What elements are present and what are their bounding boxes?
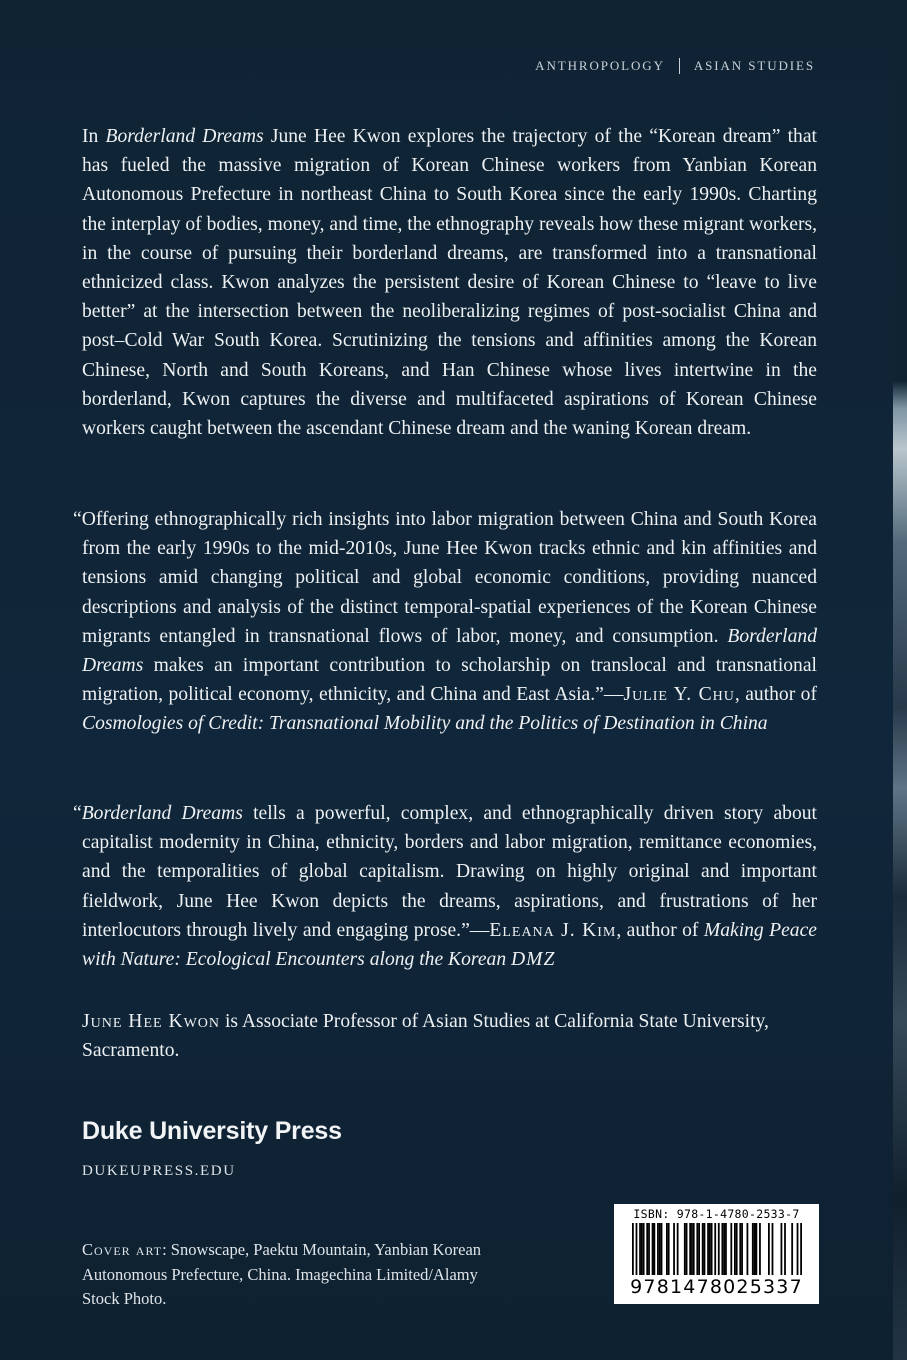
author-bio bbox=[82, 1007, 817, 1065]
barcode-bar bbox=[684, 1223, 686, 1275]
barcode-bar bbox=[718, 1223, 720, 1275]
barcode-bar bbox=[689, 1223, 691, 1275]
barcode-bar bbox=[752, 1223, 754, 1275]
cover-art-label: Cover art bbox=[82, 1240, 163, 1259]
cover-photo-edge bbox=[893, 0, 907, 1360]
barcode-bar bbox=[736, 1223, 738, 1275]
barcode-bar bbox=[661, 1223, 663, 1275]
barcode-bar bbox=[709, 1223, 711, 1275]
barcode-bar bbox=[723, 1223, 725, 1275]
subject-divider bbox=[679, 58, 680, 74]
book-description bbox=[82, 122, 817, 443]
subject-categories bbox=[535, 58, 815, 74]
barcode-bar bbox=[702, 1223, 704, 1275]
subject-asian-studies: ASIAN STUDIES bbox=[693, 58, 815, 73]
barcode-bar bbox=[772, 1223, 774, 1275]
barcode-bar bbox=[652, 1223, 654, 1275]
barcode-bar bbox=[741, 1223, 743, 1275]
barcode-bar bbox=[636, 1223, 638, 1275]
barcode-bar bbox=[646, 1223, 648, 1275]
barcode-bar bbox=[747, 1223, 749, 1275]
barcode-bar bbox=[711, 1223, 713, 1275]
publisher-url[interactable]: DUKEUPRESS.EDU bbox=[82, 1163, 236, 1179]
description-lead: In bbox=[82, 126, 106, 147]
description-body: June Hee Kwon explores the trajectory of the “Korean dream” that has fueled the massive migration of Korean Chinese workers from Yanbian Korean Autonomous Prefecture in northeast China to South Korea since the early 1990s. Charting the interplay of bodies, money, and time, the ethnography reveals how these migrant workers, in the course of pursuing their borderland dreams, are transformed into a transnational ethnicized class. Kwon analyzes the persistent desire of Korean Chinese to “leave to live better” at the intersection between the neoliberalizing regimes of post-socialist China and post–Cold War South Korea. Scrutinizing the tensions and affinities among the Korean Chinese, North and South Koreans, and Han Chinese whose lives intertwine in the borderland, Kwon captures the diverse and multifaceted aspirations of Korean Chinese workers caught between the ascendant Chinese dream and the waning Korean dream. bbox=[82, 126, 817, 440]
barcode-bar bbox=[755, 1223, 757, 1275]
endorsement-chu-author-book: Cosmologies of Credit: Transnational Mobility and the Politics of Destination in China bbox=[82, 713, 768, 735]
publisher-name: Duke University Press bbox=[82, 1117, 342, 1145]
cover-art-credit bbox=[82, 1238, 482, 1312]
barcode-bar bbox=[754, 1223, 756, 1275]
barcode-bar bbox=[800, 1223, 802, 1275]
subject-anthropology: ANTHROPOLOGY bbox=[535, 58, 665, 73]
barcode-bar bbox=[739, 1223, 741, 1275]
endorsement-chu-text-b: makes an important contribution to scholarship on translocal and transnational migration, political economy, ethnicity, and China and East Asia.”— bbox=[82, 655, 817, 706]
endorsement-kim-author: Eleana J. Kim bbox=[489, 919, 617, 941]
endorsement-chu-book-title: Borderland Dreams bbox=[82, 625, 817, 677]
barcode-bar bbox=[734, 1223, 736, 1275]
barcode-bar bbox=[791, 1223, 793, 1275]
isbn-label: ISBN: 978-1-4780-2533-7 bbox=[633, 1207, 800, 1221]
isbn-barcode bbox=[614, 1204, 819, 1304]
endorsement-kim-text: tells a powerful, complex, and ethnographically driven story about capitalist modernity in China, ethnicity, borders and labor migration, remittance economies, and the temporalities of global capitalism. Drawing on highly original and important fieldwork, June Hee Kwon depicts the dreams, aspirations, and frustrations of her interlocutors through lively and engaging prose.”— bbox=[82, 803, 817, 941]
description-book-title: Borderland Dreams bbox=[105, 126, 264, 147]
author-bio-text: is Associate Professor of Asian Studies at California State University, Sacramento. bbox=[82, 1011, 769, 1062]
barcode-bar bbox=[759, 1223, 761, 1275]
endorsement-kim-open-quote: “ bbox=[73, 803, 82, 824]
barcode-bar bbox=[730, 1223, 732, 1275]
endorsement-chu-author-of: , author of bbox=[734, 684, 817, 706]
barcode-bar bbox=[657, 1223, 659, 1275]
barcode-bar bbox=[797, 1223, 799, 1275]
barcode-bar bbox=[707, 1223, 709, 1275]
barcode-bar bbox=[704, 1223, 706, 1275]
barcode-bar bbox=[648, 1223, 650, 1275]
barcode-bar bbox=[784, 1223, 786, 1275]
barcode-bar bbox=[643, 1223, 645, 1275]
barcode-bar bbox=[693, 1223, 695, 1275]
author-bio-name: June Hee Kwon bbox=[82, 1011, 221, 1032]
barcode-bar bbox=[721, 1223, 723, 1275]
endorsement-kim-author-book: Making Peace with Nature: Ecological Encounters along the Korean bbox=[82, 919, 817, 971]
ean-digits: 9781478025337 bbox=[630, 1276, 803, 1298]
endorsement-chu-author: Julie Y. Chu bbox=[623, 684, 735, 706]
endorsement-chu-text-a: “Offering ethnographically rich insights into labor migration between China and South Korea from the early 1990s to the mid-2010s, June Hee Kwon tracks ethnic and kin affinities and tensions amid changing political and global economic conditions, providing nuanced descriptions and analysis of the distinct temporal-spatial experiences of the Korean Chinese migrants entangled in transnational flows of labor, money, and consumption. bbox=[73, 509, 817, 647]
barcode-bar bbox=[639, 1223, 641, 1275]
barcode-bar bbox=[725, 1223, 727, 1275]
endorsement-kim-author-of: , author of bbox=[616, 919, 704, 941]
barcode-icon bbox=[632, 1223, 802, 1279]
barcode-bar bbox=[659, 1223, 661, 1275]
barcode-bar bbox=[781, 1223, 783, 1275]
barcode-bar bbox=[653, 1223, 655, 1275]
barcode-bar bbox=[691, 1223, 693, 1275]
barcode-bar bbox=[673, 1223, 675, 1275]
endorsement-kim-book-title: Borderland Dreams bbox=[81, 803, 243, 824]
barcode-bar bbox=[698, 1223, 700, 1275]
barcode-bar bbox=[768, 1223, 770, 1275]
barcode-bar bbox=[677, 1223, 679, 1275]
barcode-bar bbox=[696, 1223, 698, 1275]
barcode-bar bbox=[714, 1223, 716, 1275]
cover-art-text: : Snowscape, Paektu Mountain, Yanbian Korean Autonomous Prefecture, China. Imagechina Limited/Alamy Stock Photo. bbox=[82, 1240, 482, 1308]
barcode-bar bbox=[686, 1223, 688, 1275]
endorsement-kim bbox=[73, 799, 817, 974]
barcode-bar bbox=[668, 1223, 670, 1275]
barcode-bar bbox=[641, 1223, 643, 1275]
barcode-bar bbox=[666, 1223, 668, 1275]
barcode-bar bbox=[632, 1223, 634, 1275]
endorsement-chu bbox=[73, 505, 817, 739]
endorsement-kim-author-book-end: DMZ bbox=[511, 949, 556, 971]
